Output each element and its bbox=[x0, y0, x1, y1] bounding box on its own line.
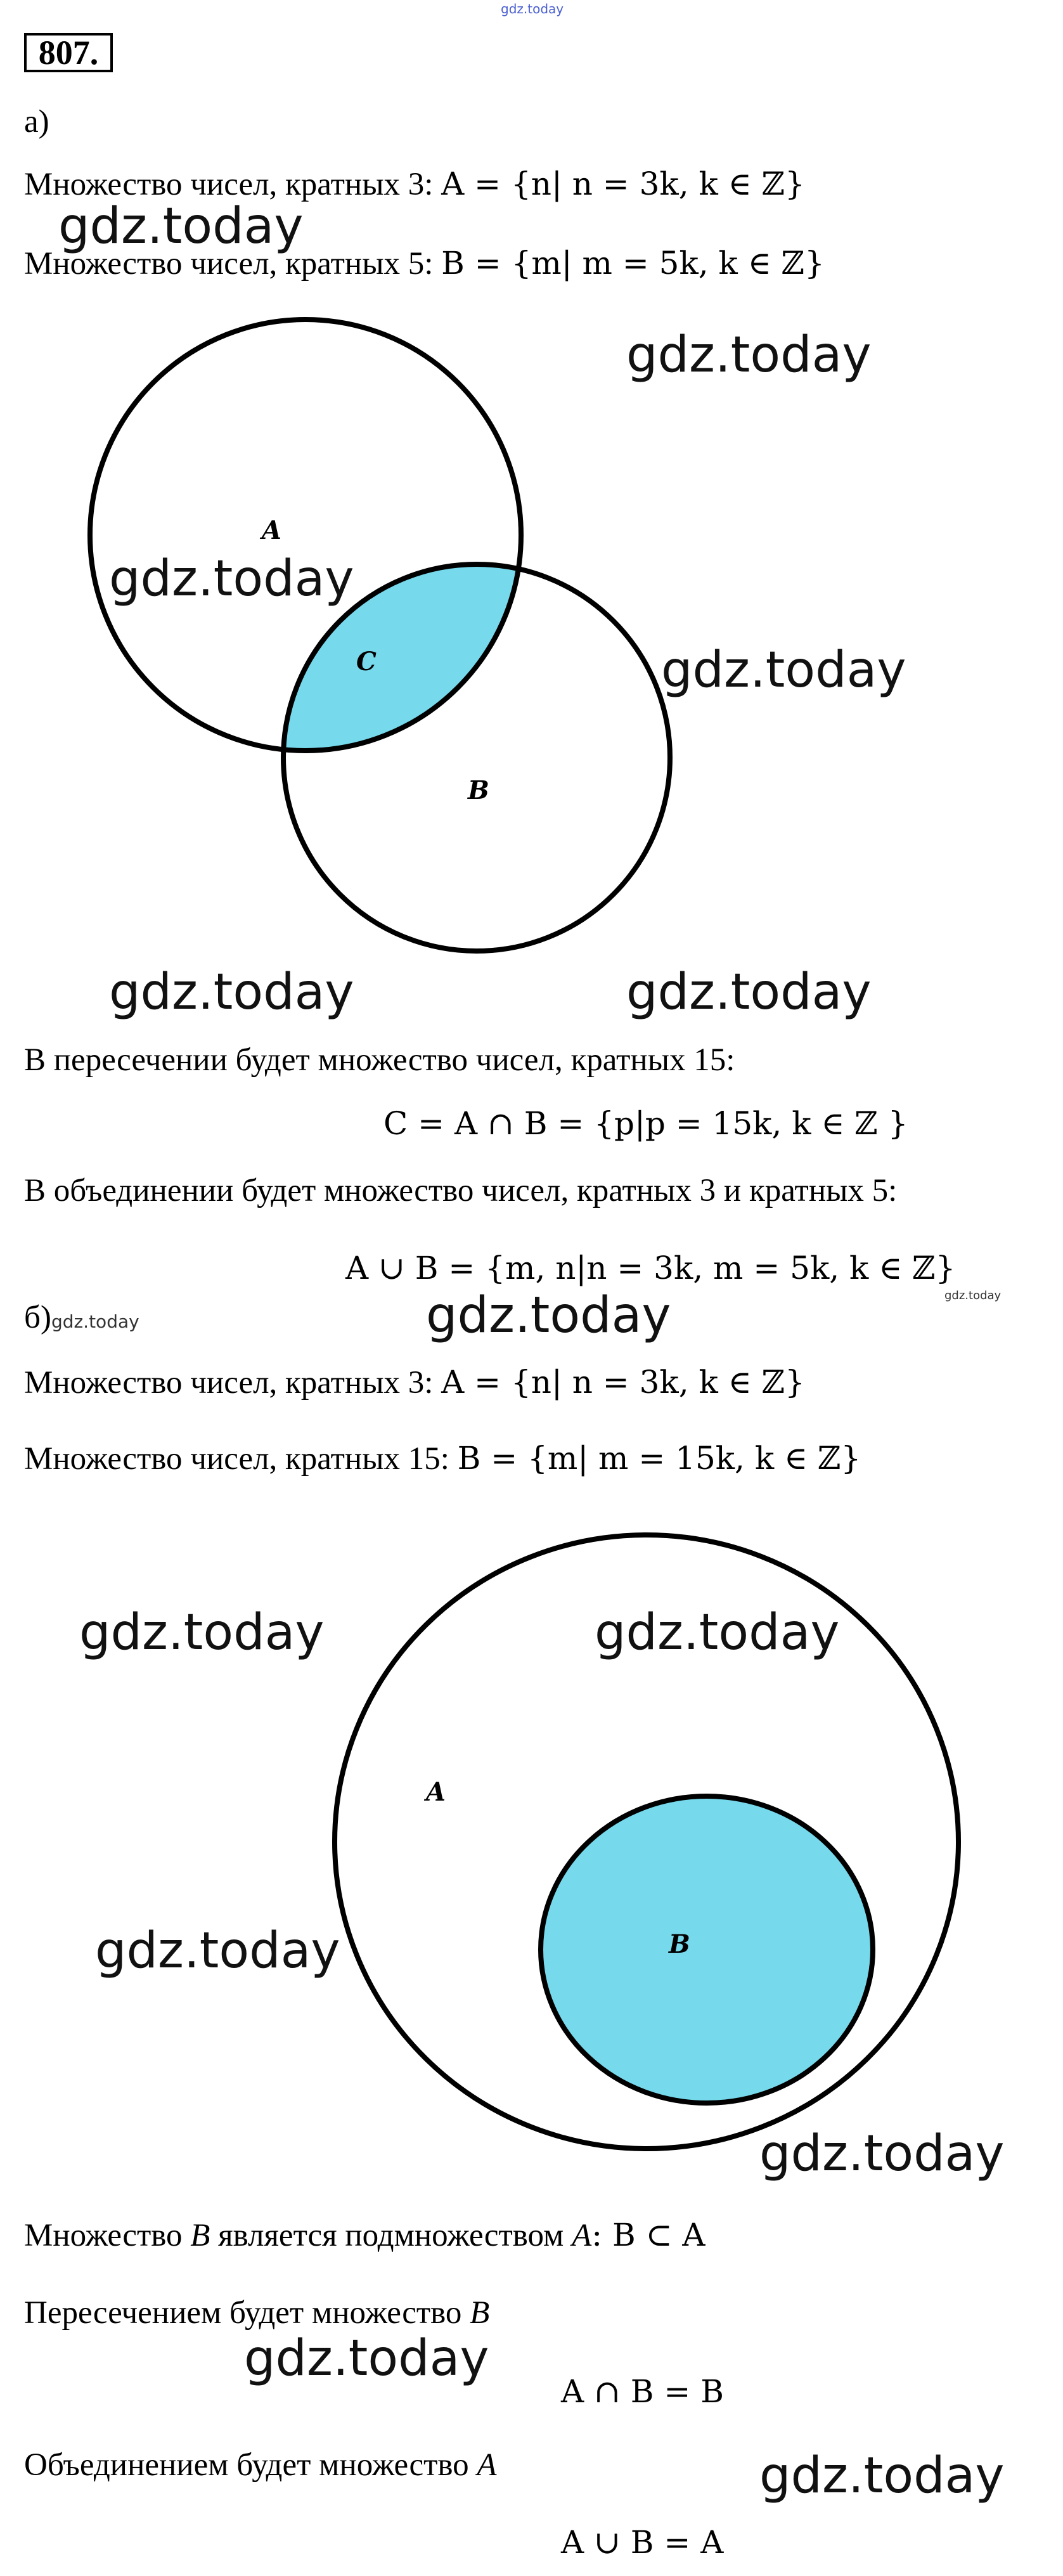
part-a-intersection-text: В пересечении будет множество чисел, кратных 15: bbox=[24, 1042, 735, 1078]
venn-diagram-b bbox=[0, 1509, 1063, 2175]
watermark: gdz.today bbox=[661, 642, 906, 699]
label-a: A bbox=[262, 515, 282, 545]
watermark: gdz.today bbox=[244, 2330, 489, 2387]
label-a: A bbox=[426, 1777, 446, 1807]
watermark: gdz.today bbox=[51, 1311, 139, 1332]
watermark: gdz.today bbox=[626, 327, 872, 384]
watermark: gdz.today bbox=[626, 964, 872, 1021]
label-b: B bbox=[669, 1929, 690, 1959]
watermark: gdz.today bbox=[58, 198, 304, 255]
set-a-text: Множество чисел, кратных 3: bbox=[24, 1365, 442, 1401]
union-text: Объединением будет множество bbox=[24, 2447, 477, 2483]
set-b-text: Множество чисел, кратных 15: bbox=[24, 1441, 458, 1477]
part-b-label: б) bbox=[24, 1300, 51, 1335]
part-b-label-line bbox=[24, 1298, 139, 1337]
venn-diagram-a bbox=[0, 0, 1063, 1014]
part-b-intersection-line bbox=[24, 2294, 489, 2332]
task-number: 807. bbox=[24, 33, 113, 72]
watermark: gdz.today bbox=[109, 964, 354, 1021]
part-b-union-formula: A ∪ B = A bbox=[561, 2524, 724, 2561]
subset-text-2: является подмножеством bbox=[210, 2218, 572, 2253]
set-b-formula: B = {m| m = 5k, k ∈ ℤ} bbox=[441, 245, 825, 282]
part-a-union-text: В объединении будет множество чисел, кратных 3 и кратных 5: bbox=[24, 1173, 898, 1208]
subset-formula: : B ⊂ A bbox=[591, 2217, 705, 2253]
watermark: gdz.today bbox=[95, 1922, 340, 1979]
set-b-formula: B = {m| m = 15k, k ∈ ℤ} bbox=[457, 1440, 861, 1477]
part-b-set-a-line bbox=[24, 1363, 805, 1402]
watermark: gdz.today bbox=[595, 1604, 840, 1661]
part-a-union-formula: A ∪ B = {m, n|n = 3k, m = 5k, k ∈ ℤ} bbox=[345, 1250, 956, 1286]
intersection-text: Пересечением будет множество bbox=[24, 2295, 470, 2331]
top-watermark: gdz.today bbox=[501, 1, 564, 16]
set-a-formula: A = {n| n = 3k, k ∈ ℤ} bbox=[441, 165, 805, 202]
part-a-intersection-formula: C = A ∩ B = {p|p = 15k, k ∈ ℤ } bbox=[383, 1105, 908, 1142]
union-var: A bbox=[477, 2447, 497, 2483]
watermark: gdz.today bbox=[426, 1287, 671, 1344]
set-a-formula: A = {n| n = 3k, k ∈ ℤ} bbox=[441, 1364, 805, 1401]
part-b-intersection-formula: A ∩ B = B bbox=[561, 2373, 724, 2410]
watermark: gdz.today bbox=[109, 550, 354, 607]
part-b-union-line bbox=[24, 2446, 497, 2484]
watermark: gdz.today bbox=[79, 1604, 325, 1661]
subset-var-b: B bbox=[190, 2218, 210, 2253]
part-a-label: а) bbox=[24, 104, 49, 139]
set-b-text: Множество чисел, кратных 5: bbox=[24, 246, 442, 282]
intersection-var: B bbox=[470, 2295, 490, 2331]
watermark: gdz.today bbox=[759, 2125, 1005, 2182]
watermark: gdz.today bbox=[759, 2447, 1005, 2504]
part-b-set-b-line bbox=[24, 1439, 861, 1478]
watermark: gdz.today bbox=[944, 1289, 1002, 1302]
subset-var-a: A bbox=[572, 2218, 592, 2253]
set-a-text: Множество чисел, кратных 3: bbox=[24, 167, 442, 202]
label-c: C bbox=[356, 647, 377, 676]
part-b-subset-line bbox=[24, 2216, 705, 2255]
circle-b bbox=[541, 1796, 873, 2103]
subset-text-1: Множество bbox=[24, 2218, 191, 2253]
label-b: B bbox=[468, 775, 489, 805]
